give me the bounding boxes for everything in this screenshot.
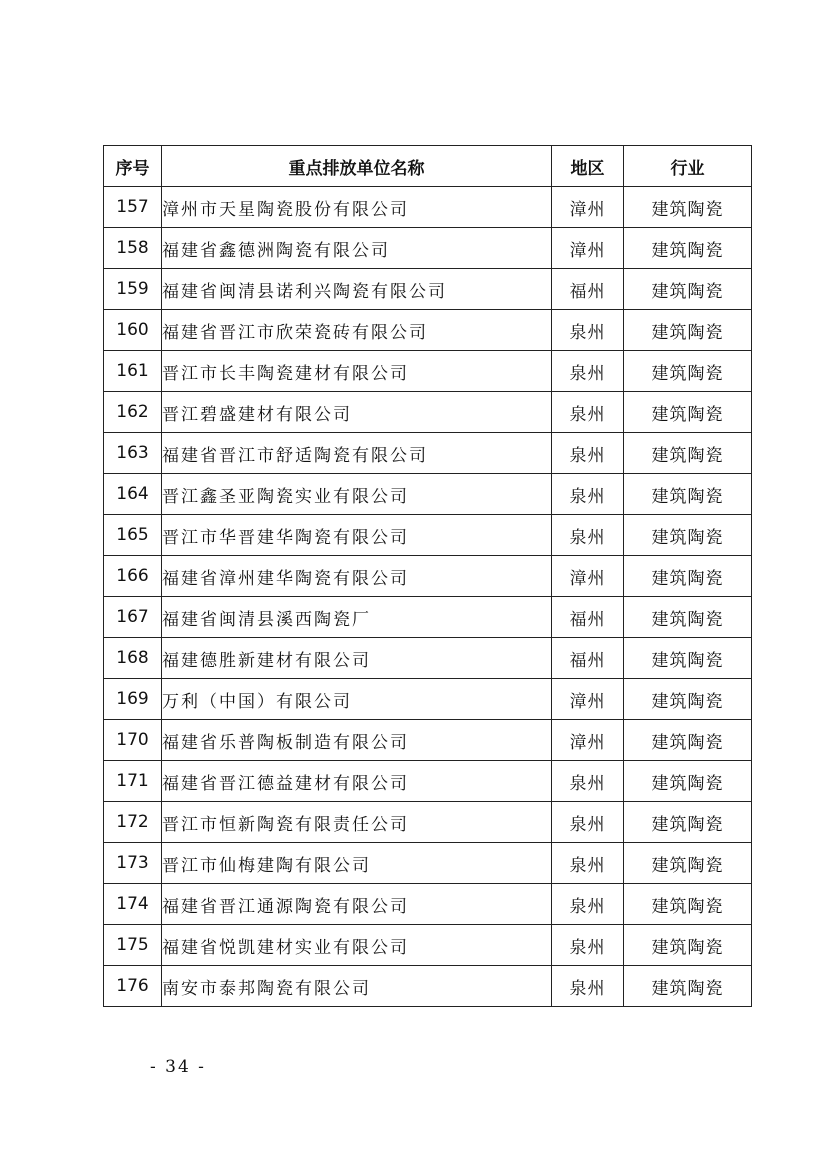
emission-units-table [103, 145, 752, 1007]
industry-cell: 建筑陶瓷 [624, 802, 752, 843]
industry-cell: 建筑陶瓷 [624, 925, 752, 966]
industry-cell: 建筑陶瓷 [624, 269, 752, 310]
region-cell: 泉州 [552, 925, 624, 966]
row-number-cell: 171 [104, 761, 162, 802]
row-number-cell: 158 [104, 228, 162, 269]
table-row [104, 925, 752, 966]
table-row [104, 966, 752, 1007]
unit-name-cell: 福建省闽清县溪西陶瓷厂 [162, 597, 552, 638]
table-row [104, 228, 752, 269]
row-number-cell: 166 [104, 556, 162, 597]
row-number-cell: 157 [104, 187, 162, 228]
row-number-cell: 164 [104, 474, 162, 515]
region-cell: 漳州 [552, 228, 624, 269]
region-cell: 泉州 [552, 433, 624, 474]
row-number-cell: 167 [104, 597, 162, 638]
unit-name-cell: 晋江市仙梅建陶有限公司 [162, 843, 552, 884]
row-number-cell: 172 [104, 802, 162, 843]
industry-cell: 建筑陶瓷 [624, 720, 752, 761]
industry-cell: 建筑陶瓷 [624, 351, 752, 392]
unit-name-cell: 晋江市华晋建华陶瓷有限公司 [162, 515, 552, 556]
row-number-cell: 174 [104, 884, 162, 925]
table-row [104, 187, 752, 228]
industry-cell: 建筑陶瓷 [624, 433, 752, 474]
row-number-cell: 163 [104, 433, 162, 474]
region-cell: 泉州 [552, 310, 624, 351]
row-number-cell: 170 [104, 720, 162, 761]
region-cell: 泉州 [552, 884, 624, 925]
unit-name-cell: 福建省漳州建华陶瓷有限公司 [162, 556, 552, 597]
row-number-cell: 176 [104, 966, 162, 1007]
table-row [104, 556, 752, 597]
unit-name-cell: 福建省乐普陶板制造有限公司 [162, 720, 552, 761]
table-row [104, 761, 752, 802]
table-row [104, 638, 752, 679]
unit-name-cell: 福建德胜新建材有限公司 [162, 638, 552, 679]
unit-name-cell: 晋江碧盛建材有限公司 [162, 392, 552, 433]
table-row [104, 515, 752, 556]
table-row [104, 679, 752, 720]
unit-name-cell: 晋江市恒新陶瓷有限责任公司 [162, 802, 552, 843]
region-cell: 漳州 [552, 679, 624, 720]
region-cell: 泉州 [552, 474, 624, 515]
industry-cell: 建筑陶瓷 [624, 515, 752, 556]
industry-cell: 建筑陶瓷 [624, 392, 752, 433]
header-industry: 行业 [624, 146, 752, 187]
industry-cell: 建筑陶瓷 [624, 597, 752, 638]
table-header-row [104, 146, 752, 187]
table-row [104, 433, 752, 474]
unit-name-cell: 万利（中国）有限公司 [162, 679, 552, 720]
industry-cell: 建筑陶瓷 [624, 638, 752, 679]
header-no: 序号 [104, 146, 162, 187]
unit-name-cell: 福建省闽清县诺利兴陶瓷有限公司 [162, 269, 552, 310]
region-cell: 泉州 [552, 761, 624, 802]
region-cell: 漳州 [552, 720, 624, 761]
table-body [104, 187, 752, 1007]
region-cell: 福州 [552, 597, 624, 638]
industry-cell: 建筑陶瓷 [624, 843, 752, 884]
unit-name-cell: 晋江市长丰陶瓷建材有限公司 [162, 351, 552, 392]
industry-cell: 建筑陶瓷 [624, 310, 752, 351]
table-row [104, 269, 752, 310]
table-row [104, 597, 752, 638]
row-number-cell: 169 [104, 679, 162, 720]
industry-cell: 建筑陶瓷 [624, 966, 752, 1007]
industry-cell: 建筑陶瓷 [624, 679, 752, 720]
region-cell: 福州 [552, 638, 624, 679]
page-number: - 34 - [150, 1057, 206, 1077]
table-row [104, 843, 752, 884]
unit-name-cell: 南安市泰邦陶瓷有限公司 [162, 966, 552, 1007]
row-number-cell: 160 [104, 310, 162, 351]
unit-name-cell: 漳州市天星陶瓷股份有限公司 [162, 187, 552, 228]
row-number-cell: 165 [104, 515, 162, 556]
region-cell: 泉州 [552, 392, 624, 433]
row-number-cell: 173 [104, 843, 162, 884]
region-cell: 漳州 [552, 556, 624, 597]
region-cell: 泉州 [552, 802, 624, 843]
table-row [104, 884, 752, 925]
row-number-cell: 175 [104, 925, 162, 966]
industry-cell: 建筑陶瓷 [624, 884, 752, 925]
row-number-cell: 159 [104, 269, 162, 310]
table-row [104, 720, 752, 761]
unit-name-cell: 福建省悦凯建材实业有限公司 [162, 925, 552, 966]
table-row [104, 802, 752, 843]
region-cell: 泉州 [552, 351, 624, 392]
unit-name-cell: 福建省晋江市舒适陶瓷有限公司 [162, 433, 552, 474]
unit-name-cell: 福建省晋江市欣荣瓷砖有限公司 [162, 310, 552, 351]
unit-name-cell: 福建省晋江通源陶瓷有限公司 [162, 884, 552, 925]
unit-name-cell: 福建省晋江德益建材有限公司 [162, 761, 552, 802]
header-name: 重点排放单位名称 [162, 146, 552, 187]
industry-cell: 建筑陶瓷 [624, 556, 752, 597]
table-row [104, 310, 752, 351]
row-number-cell: 161 [104, 351, 162, 392]
region-cell: 泉州 [552, 843, 624, 884]
industry-cell: 建筑陶瓷 [624, 474, 752, 515]
unit-name-cell: 福建省鑫德洲陶瓷有限公司 [162, 228, 552, 269]
table-row [104, 474, 752, 515]
industry-cell: 建筑陶瓷 [624, 761, 752, 802]
row-number-cell: 168 [104, 638, 162, 679]
table-row [104, 392, 752, 433]
region-cell: 泉州 [552, 966, 624, 1007]
region-cell: 福州 [552, 269, 624, 310]
row-number-cell: 162 [104, 392, 162, 433]
unit-name-cell: 晋江鑫圣亚陶瓷实业有限公司 [162, 474, 552, 515]
header-region: 地区 [552, 146, 624, 187]
industry-cell: 建筑陶瓷 [624, 187, 752, 228]
industry-cell: 建筑陶瓷 [624, 228, 752, 269]
region-cell: 泉州 [552, 515, 624, 556]
region-cell: 漳州 [552, 187, 624, 228]
table-row [104, 351, 752, 392]
